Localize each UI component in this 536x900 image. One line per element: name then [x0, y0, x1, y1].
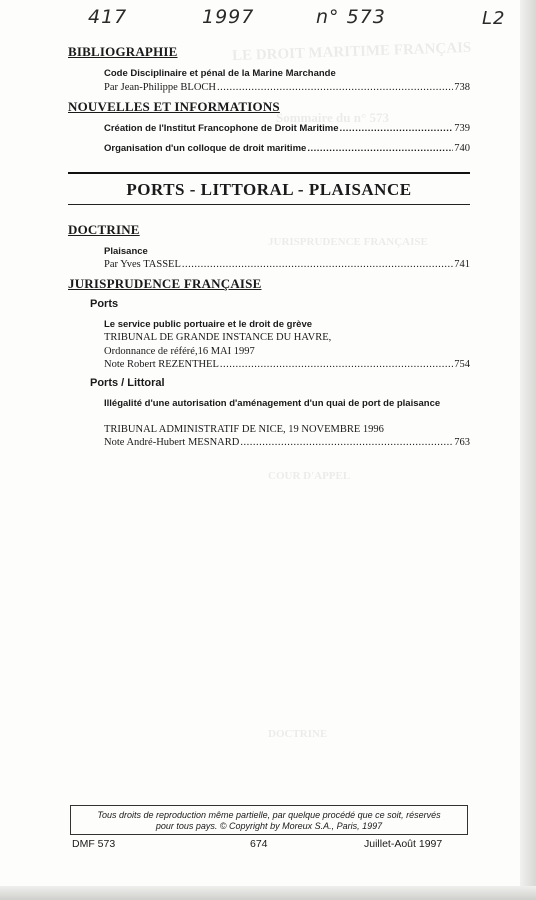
subsection-heading-ports-littoral: Ports / Littoral — [90, 377, 165, 389]
toc-entry-row[interactable] — [104, 258, 470, 271]
toc-entry-row[interactable] — [104, 122, 470, 135]
entry-court: TRIBUNAL ADMINISTRATIF DE NICE, 19 NOVEMBRE 1996 — [104, 424, 384, 435]
handwritten-note: 417 — [88, 6, 128, 28]
page-number: 739 — [454, 123, 470, 134]
section-heading-doctrine: DOCTRINE — [68, 222, 140, 237]
footer-issue: DMF 573 — [72, 838, 116, 850]
show-through-text: JURISPRUDENCE FRANÇAISE — [268, 236, 428, 248]
toc-entry-row[interactable] — [104, 358, 470, 371]
entry-author: Note Robert REZENTHEL — [104, 359, 219, 370]
entry-author: Note André-Hubert MESNARD — [104, 437, 240, 448]
handwritten-note: 1997 — [202, 6, 255, 28]
entry-author: Par Yves TASSEL — [104, 259, 181, 270]
copyright-notice — [70, 805, 468, 835]
show-through-text: COUR D'APPEL — [268, 470, 351, 482]
page-number: 738 — [454, 82, 470, 93]
footer-page-number: 674 — [250, 838, 268, 850]
dot-leader — [340, 122, 454, 135]
dot-leader — [307, 142, 453, 155]
dot-leader — [217, 81, 453, 94]
toc-entry-row[interactable] — [104, 142, 470, 155]
copyright-line: Tous droits de reproduction même partielle, par quelque procédé que ce soit, réservés — [97, 810, 441, 820]
entry-title[interactable]: Illégalité d'une autorisation d'aménagement d'un quai de port de plaisance — [104, 398, 441, 409]
section-heading-bibliographie: BIBLIOGRAPHIE — [68, 44, 178, 59]
toc-entry-row[interactable] — [104, 436, 470, 449]
show-through-text: LE DROIT MARITIME FRANÇAIS — [231, 39, 472, 65]
section-heading-nouvelles: NOUVELLES ET INFORMATIONS — [68, 99, 280, 114]
page-number: 754 — [454, 359, 470, 370]
handwritten-note: L2 — [482, 8, 506, 29]
show-through-text: DOCTRINE — [268, 728, 328, 740]
scan-bottom-shadow — [0, 886, 536, 900]
entry-court: TRIBUNAL DE GRANDE INSTANCE DU HAVRE, — [104, 332, 332, 343]
entry-date: Ordonnance de référé,16 MAI 1997 — [104, 346, 255, 357]
dot-leader — [220, 358, 453, 371]
banner-top-rule — [68, 172, 470, 174]
show-through-text: Sommaire du n° 573 — [276, 110, 389, 125]
dot-leader — [182, 258, 453, 271]
page-number: 741 — [454, 259, 470, 270]
copyright-line: pour tous pays. © Copyright by Moreux S.A., Paris, 1997 — [155, 821, 383, 831]
handwritten-note: n° 573 — [316, 6, 386, 28]
page-number: 740 — [454, 143, 470, 154]
footer-date: Juillet-Août 1997 — [364, 838, 443, 850]
scan-edge-shadow — [520, 0, 536, 900]
banner-bottom-rule — [68, 204, 470, 205]
section-heading-jurisprudence: JURISPRUDENCE FRANÇAISE — [68, 276, 262, 291]
entry-author: Par Jean-Philippe BLOCH — [104, 82, 216, 93]
part-title: PORTS - LITTORAL - PLAISANCE — [126, 180, 412, 199]
subsection-heading-ports: Ports — [90, 298, 119, 310]
toc-entry-row[interactable] — [104, 81, 470, 94]
entry-title: Création de l'Institut Francophone de Droit Maritime — [104, 123, 339, 134]
entry-title[interactable]: Code Disciplinaire et pénal de la Marine Marchande — [104, 68, 336, 79]
page-number: 763 — [454, 437, 470, 448]
entry-title: Organisation d'un colloque de droit maritime — [104, 143, 307, 154]
entry-title[interactable]: Le service public portuaire et le droit de grève — [104, 319, 313, 330]
entry-title[interactable]: Plaisance — [104, 246, 148, 257]
dot-leader — [240, 436, 453, 449]
